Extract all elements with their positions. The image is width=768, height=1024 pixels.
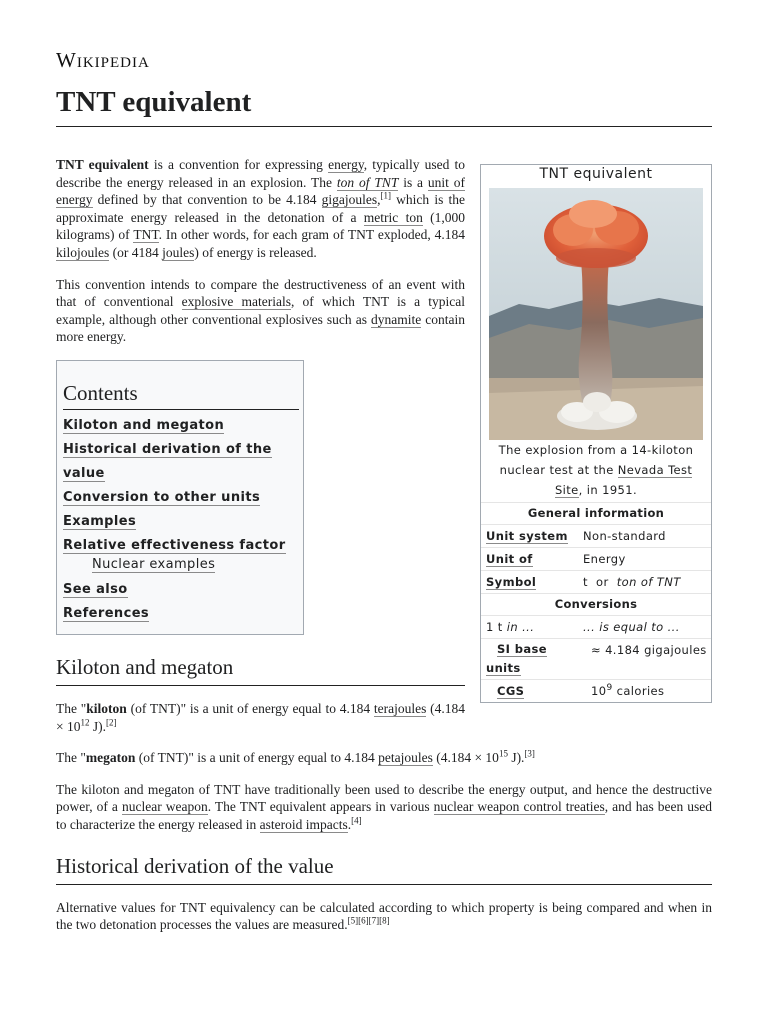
symbol-or: or — [596, 575, 609, 589]
inline-link[interactable]: dynamite — [370, 311, 422, 327]
infobox-title: TNT equivalent — [539, 166, 653, 182]
inline-link[interactable]: ton of TNT — [336, 174, 399, 190]
toc-subitem-nuclear-examples[interactable]: Nuclear examples — [92, 556, 216, 572]
reference-superscript[interactable]: [5][6][7][8] — [347, 915, 390, 926]
nevada-test-site-link[interactable]: Nevada Test Site — [554, 463, 693, 497]
kiloton-paragraph — [56, 700, 465, 735]
text-run: , — [377, 192, 381, 208]
section-heading-historical: Historical derivation of the value — [56, 854, 712, 885]
inline-link[interactable]: gigajoules — [321, 192, 378, 208]
inline-link[interactable]: petajoules — [378, 750, 433, 766]
symbol-ton: ton of TNT — [616, 575, 681, 589]
si-base-units-link[interactable]: SI base units — [486, 642, 548, 675]
reference-superscript: 12 — [80, 717, 90, 728]
text-run: which is the approximate energy released in the detonation of a — [56, 192, 465, 225]
text-run: The " — [56, 700, 87, 716]
text-run: ) of energy is released. — [194, 244, 317, 260]
unit-system-value: Non-standard — [583, 529, 666, 543]
symbol-link[interactable]: Symbol — [486, 575, 537, 589]
wikipedia-logo[interactable]: Wikipedia — [56, 48, 150, 72]
text-run: kiloton — [86, 700, 127, 716]
toc-item-historical[interactable]: Historical derivation of the value — [63, 441, 272, 481]
toc-item-see-also[interactable]: See also — [63, 581, 128, 597]
text-run: The kiloton and megaton of TNT have traditionally been used to describe the energy output, and hence the destructive power, of a — [56, 781, 712, 815]
intro-paragraph-1 — [56, 156, 465, 262]
conv-value: ... is equal to ... — [583, 620, 680, 634]
text-run: (4.184 × 10 — [56, 700, 466, 734]
reference-superscript[interactable]: [3] — [524, 748, 535, 759]
text-run: J). — [507, 750, 525, 766]
conv-key-in: in ... — [506, 620, 535, 634]
toc-item-examples[interactable]: Examples — [63, 513, 137, 529]
reference-superscript: 15 — [498, 748, 508, 759]
inline-link[interactable]: explosive materials — [181, 294, 292, 310]
unit-system-link[interactable]: Unit system — [486, 529, 568, 543]
megaton-paragraph — [56, 749, 712, 767]
text-run: J). — [89, 718, 106, 734]
text-run: defined by that convention to be 4.184 — [92, 192, 322, 208]
toc-item-references[interactable]: References — [63, 605, 150, 621]
inline-link[interactable]: energy — [328, 157, 364, 172]
cgs-value: $10^9$ calories — [591, 683, 665, 698]
inline-link[interactable]: TNT — [133, 227, 159, 243]
inline-link[interactable]: joules — [162, 244, 195, 260]
conversions-header: Conversions — [481, 593, 711, 615]
text-run: is a convention for expressing — [148, 157, 329, 172]
text-run: (or 4184 — [109, 244, 163, 260]
reference-superscript[interactable]: [4] — [351, 815, 362, 826]
text-run: TNT equivalent — [56, 157, 149, 172]
text-run: , of which TNT is a typical example, although other conventional explosives such as — [56, 294, 466, 327]
inline-link[interactable]: terajoules — [373, 700, 427, 716]
text-run: This convention intends to compare the destructiveness of an event with that of conventional — [56, 276, 465, 310]
caption-text: The explosion from a 14-kiloton nuclear test at the — [498, 443, 694, 477]
text-run: . In other words, for each gram of TNT exploded, 4.184 — [158, 227, 465, 243]
unit-of-link[interactable]: Unit of — [486, 552, 533, 566]
inline-link[interactable]: asteroid impacts — [259, 816, 348, 832]
reference-superscript[interactable]: [2] — [106, 717, 117, 728]
inline-link[interactable]: nuclear weapon — [121, 799, 208, 815]
si-value: ≈ 4.184 gigajoules — [591, 643, 707, 657]
article-content — [56, 156, 712, 948]
conv-key: 1 t — [486, 620, 503, 634]
caption-text-end: , in 1951. — [578, 483, 638, 497]
page-title: TNT equivalent — [56, 84, 712, 127]
text-run: The " — [56, 750, 86, 766]
toc-title: Contents — [63, 381, 299, 410]
inline-link[interactable]: nuclear weapon control treaties — [433, 799, 605, 815]
kiloton-megaton-usage-paragraph — [56, 781, 712, 834]
text-run: . — [347, 816, 352, 832]
text-run: is a — [398, 174, 428, 190]
symbol-t: t — [583, 575, 588, 589]
general-information-header: General information — [481, 502, 711, 524]
unit-of-value: Energy — [583, 552, 626, 566]
text-run: (of TNT)" is a unit of energy equal to 4.184 — [126, 700, 374, 716]
toc-item-relative-effectiveness[interactable]: Relative effectiveness factor — [63, 537, 286, 553]
text-run: (4.184 × 10 — [432, 750, 499, 766]
section-heading-kiloton: Kiloton and megaton — [56, 655, 465, 686]
reference-superscript[interactable]: [1] — [380, 190, 392, 201]
text-run: contain more energy. — [56, 311, 465, 345]
historical-paragraph — [56, 899, 712, 934]
text-run: . The TNT equivalent appears in various — [207, 799, 434, 815]
inline-link[interactable]: kilojoules — [56, 244, 110, 260]
toc-item-kiloton[interactable]: Kiloton and megaton — [63, 417, 225, 433]
text-run: (1,000 kilograms) of — [56, 209, 465, 243]
inline-link[interactable]: metric ton — [363, 209, 423, 225]
text-run: , typically used to describe the energy released in an explosion. The — [56, 157, 466, 190]
text-run: (of TNT)" is a unit of energy equal to 4.184 — [135, 750, 379, 766]
table-of-contents — [56, 360, 304, 635]
text-run: Alternative values for TNT equivalency can be calculated according to which property is being compared and when in the two detonation processes the values are measured. — [56, 899, 712, 933]
toc-item-conversion[interactable]: Conversion to other units — [63, 489, 261, 505]
inline-link[interactable]: unit of energy — [56, 174, 466, 208]
text-run: megaton — [85, 750, 136, 766]
cgs-link[interactable]: CGS — [497, 684, 525, 698]
text-run: , and has been used to characterize the energy released in — [56, 799, 713, 832]
intro-paragraph-2 — [56, 276, 465, 346]
